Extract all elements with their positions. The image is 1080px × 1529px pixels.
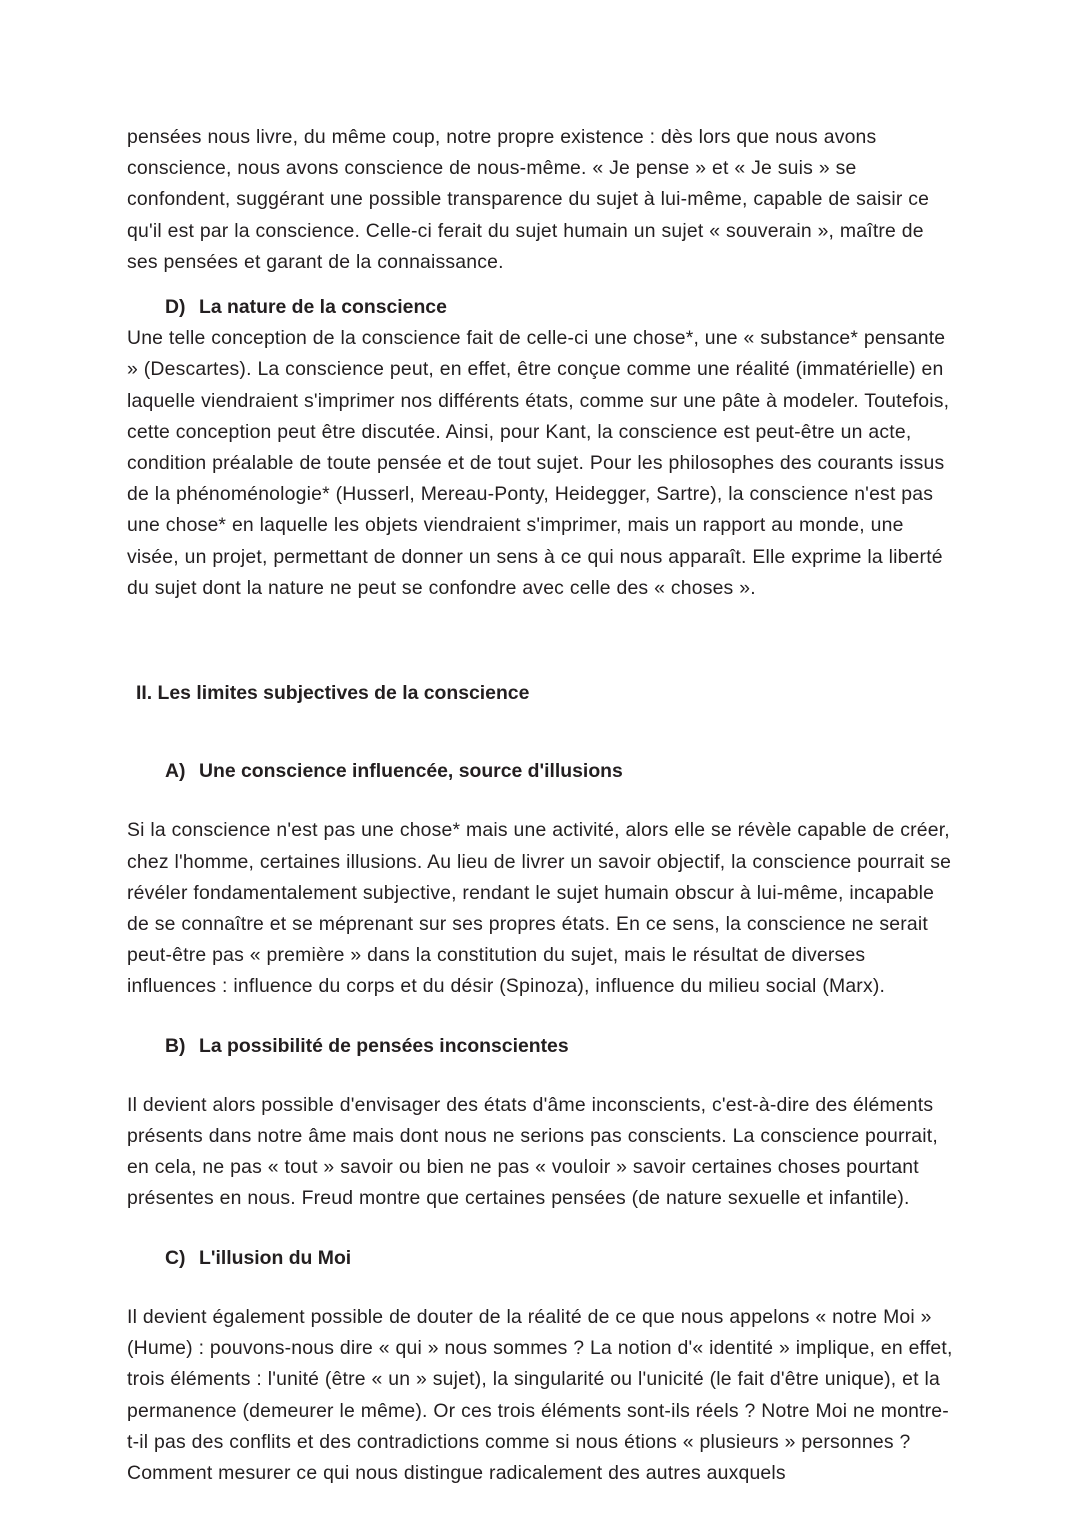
heading-b-title: La possibilité de pensées inconscientes	[199, 1034, 569, 1057]
heading-b-marker: B)	[165, 1034, 186, 1057]
spacer	[127, 278, 953, 292]
section-heading-two: II. Les limites subjectives de la conscience	[136, 682, 530, 705]
spacer	[127, 1003, 953, 1031]
paragraph-d: Une telle conception de la conscience fait de celle-ci une chose*, une « substance* pensante » (Descartes). La conscience peut, en effet, être conçue comme une réalité (immatérielle) en laquelle viendraient s'imprimer nos différents états, comme sur une pâte à modeler. Toutefois, cette conception peut être discutée. Ainsi, pour Kant, la conscience est peut-être un acte, condition préalable de toute pensée et de tout sujet. Pour les philosophes des courants issus de la phénoménologie* (Husserl, Mereau-Ponty, Heidegger, Sartre), la conscience n'est pas une chose* en laquelle les objets viendraient s'imprimer, mais un rapport au monde, une visée, un projet, permettant de donner un sens à ce qui nous apparaît. Elle exprime la liberté du sujet dont la nature ne peut se confondre avec celle des « choses ».	[127, 327, 950, 599]
heading-a-marker: A)	[165, 760, 186, 783]
paragraph-c: Il devient également possible de douter de la réalité de ce que nous appelons « notre Moi » (Hume) : pouvons-nous dire « qui » nous sommes ? La notion d'« identité » implique, en effet, trois éléments : l'unité (être « un » sujet), la singularité ou l'unicité (le fait d'être unique), et la permanence (demeurer le même). Or ces trois éléments sont-ils réels ? Notre Moi ne montre-t-il pas des conflits et des contradictions comme si nous étions « plusieurs » personnes ? Comment mesurer ce qui nous distingue radicalement des autres auxquels	[127, 1305, 953, 1484]
spacer	[127, 1215, 953, 1243]
heading-a	[127, 756, 953, 787]
heading-a-title: Une conscience influencée, source d'illusions	[199, 760, 623, 783]
paragraph-b: Il devient alors possible d'envisager des états d'âme inconscients, c'est-à-dire des éléments présents dans notre âme mais dont nous ne serions pas conscients. La conscience pourrait, en cela, ne pas « tout » savoir ou bien ne pas « vouloir » savoir certaines choses pourtant présentes en nous. Freud montre que certaines pensées (de nature sexuelle et infantile).	[127, 1093, 938, 1210]
heading-d	[127, 292, 953, 323]
paragraph-a: Si la conscience n'est pas une chose* mais une activité, alors elle se révèle capable de créer, chez l'homme, certaines illusions. Au lieu de livrer un savoir objectif, la conscience pourrait se révéler fondamentalement subjective, rendant le sujet humain obscur à lui-même, incapable de se connaître et se méprenant sur ses propres états. En ce sens, la conscience ne serait peut-être pas « première » dans la constitution du sujet, mais le résultat de diverses influences : influence du corps et du désir (Spinoza), influence du milieu social (Marx).	[127, 819, 952, 998]
intro-paragraph: pensées nous livre, du même coup, notre propre existence : dès lors que nous avons conscience, nous avons conscience de nous-même. « Je pense » et « Je suis » se confondent, suggérant une possible transparence du sujet à lui-même, capable de saisir ce qu'il est par la conscience. Celle-ci ferait du sujet humain un sujet « souverain », maître de ses pensées et garant de la connaissance.	[127, 126, 930, 273]
heading-c-title: L'illusion du Moi	[199, 1246, 352, 1269]
spacer	[127, 1062, 953, 1090]
spacer	[127, 709, 953, 756]
heading-b	[127, 1031, 953, 1062]
spacer	[127, 604, 953, 678]
heading-c-marker: C)	[165, 1246, 186, 1269]
document-body	[127, 122, 953, 1489]
spacer	[127, 787, 953, 815]
spacer	[127, 1274, 953, 1302]
heading-c	[127, 1243, 953, 1274]
heading-d-title: La nature de la conscience	[199, 296, 447, 319]
heading-d-marker: D)	[165, 296, 186, 319]
